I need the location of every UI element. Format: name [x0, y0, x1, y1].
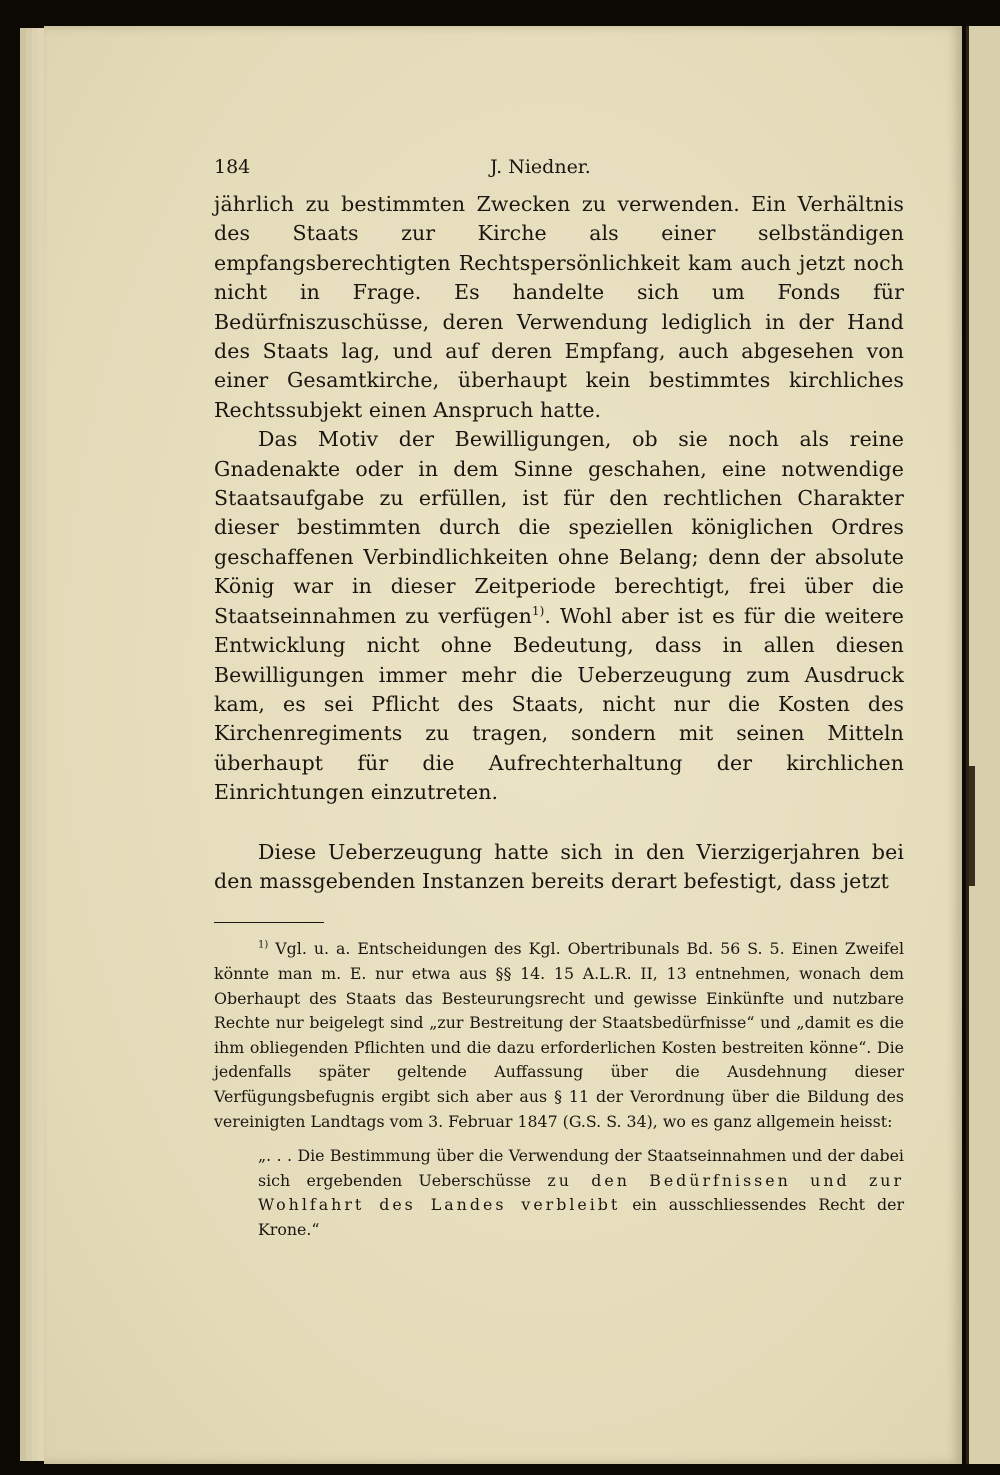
page-number: 184 [214, 156, 251, 178]
paragraph-1: jährlich zu bestimmten Zwecken zu verwenden. Ein Verhältnis des Staats zur Kirche als einer selbständigen empfangsberechtigten Rechtspersönlichkeit kam auch jetzt noch nicht in Frage. Es handelte sich um Fonds für Bedürfniszuschüsse, deren Verwendung lediglich in der Hand des Staats lag, und auf deren Empfang, auch abgesehen von einer Gesamtkirche, überhaupt kein bestimmtes kirchliches Rechtssubjekt einen Anspruch hatte. [214, 192, 904, 422]
quote-spaced-text: zu den Bedürfnissen und zur Wohlfahrt des Landes verbleibt [258, 1170, 905, 1215]
running-head: J. Niedner. [490, 156, 591, 178]
paragraph-2-text-a: Das Motiv der Bewilligungen, ob sie noch als reine Gnadenakte oder in dem Sinne geschahen, eine notwendige Staatsaufgabe zu erfüllen, ist für den rechtlichen Charakter dieser bestimmten durch die speziellen königlichen Ordres geschaffenen Verbindlichkeiten ohne Belang; denn der absolute König war in dieser Zeitperiode berechtigt, frei über die Staatseinnahmen zu verfügen [214, 427, 904, 628]
footnote [214, 937, 904, 1134]
footnote-reference: 1) [531, 603, 545, 618]
footnote-mark: 1) [258, 940, 269, 952]
page-content [214, 156, 904, 1242]
footnote-rule [214, 922, 324, 923]
quote-text-b: ein ausschliessendes Recht der Krone.“ [258, 1195, 904, 1239]
binding-shadow [969, 766, 975, 886]
paragraph-2 [214, 425, 904, 807]
adjacent-page-edge [966, 26, 1000, 1464]
paragraph-2-text-b: . Wohl aber ist es für die weitere Entwicklung nicht ohne Bedeutung, dass in allen diesen Bewilligungen immer mehr die Ueberzeugung zum Ausdruck kam, es sei Pflicht des Staats, nicht nur die Kosten des Kirchenregiments zu tragen, sondern mit seinen Mitteln überhaupt für die Aufrechterhaltung der kirchlichen Einrichtungen einzutreten. [214, 603, 904, 805]
footnote-text: Vgl. u. a. Entscheidungen des Kgl. Obertribunals Bd. 56 S. 5. Einen Zweifel könnte man m. E. nur etwa aus §§ 14. 15 A.L.R. II, 13 entnehmen, wonach dem Oberhaupt des Staats das Besteurungsrecht und gewisse Einkünfte und nutzbare Rechte nur beigelegt sind „zur Bestreitung der Staatsbedürfnisse“ und „damit es die ihm obliegenden Pflichten und die dazu erforderlichen Kosten bestreiten könne“. Die jedenfalls später geltende Auffassung über die Ausdehnung dieser Verfügungsbefugnis ergibt sich aber aus § 11 der Verordnung über die Bildung des vereinigten Landtags vom 3. Februar 1847 (G.S. S. 34), wo es ganz allgemein heisst: [214, 939, 904, 1131]
page-header [214, 156, 904, 190]
footnote-quote [258, 1144, 904, 1242]
paragraph-3: Diese Ueberzeugung hatte sich in den Vierzigerjahren bei den massgebenden Instanzen bereits derart befestigt, dass jetzt [214, 839, 904, 893]
quote-text-a: „. . . Die Bestimmung über die Verwendung der Staatseinnahmen und der dabei sich ergebenden Ueberschüsse [258, 1146, 904, 1190]
book-page [44, 26, 962, 1464]
